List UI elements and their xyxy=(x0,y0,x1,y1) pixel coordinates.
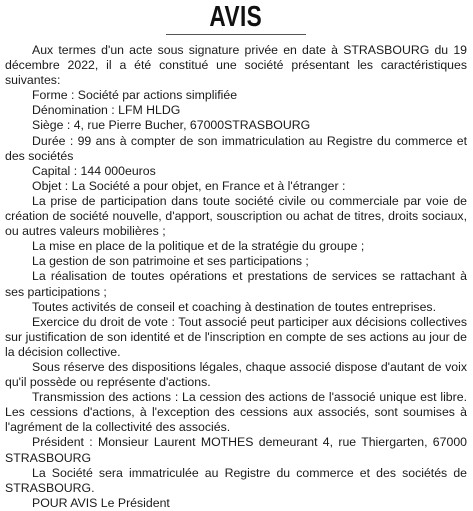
objet-line: Objet : La Société a pour objet, en France et à l'étranger : xyxy=(32,178,346,193)
capital-line: Capital : 144 000euros xyxy=(32,163,156,178)
voix-paragraph: Sous réserve des dispositions légales, chaque associé dispose d'autant de voix qu'il possède ou représente d'actions. xyxy=(5,359,467,390)
signature-line: POUR AVIS Le Président xyxy=(32,495,170,510)
objet-item-gestion: La gestion de son patrimoine et ses participations ; xyxy=(32,254,309,269)
intro-paragraph: Aux termes d'un acte sous signature privée en date à STRASBOURG du 19 décembre 2022, il a été constitué une société présentant les caractéristiques suivantes: xyxy=(5,43,467,88)
immatriculation-paragraph: La Société sera immatriculée au Registre du commerce et des sociétés de STRASBOURG. xyxy=(5,465,467,495)
notice-title: AVIS xyxy=(209,1,263,33)
objet-item-participation: La prise de participation dans toute société civile ou commerciale par voie de création de société nouvelle, d'apport, souscription ou achat de titres, droits sociaux, ou autres valeurs mobilières ; xyxy=(5,193,467,239)
denomination-line: Dénomination : LFM HLDG xyxy=(32,103,181,118)
siege-line: Siège : 4, rue Pierre Bucher, 67000STRASBOURG xyxy=(32,118,311,133)
president-paragraph: Président : Monsieur Laurent MOTHES demeurant 4, rue Thiergarten, 67000 STRASBOURG xyxy=(5,435,467,465)
objet-item-conseil: Toutes activités de conseil et coaching à destination de toutes entreprises. xyxy=(32,299,436,314)
title-underline xyxy=(166,34,306,35)
objet-item-prestations: La réalisation de toutes opérations et prestations de services se rattachant à ses participations ; xyxy=(5,269,467,299)
droit-de-vote-paragraph: Exercice du droit de vote : Tout associé peut participer aux décisions collectives sur justification de son identité et de l'inscription en compte de ses actions au jour de la décision collective. xyxy=(5,314,467,359)
forme-line: Forme : Société par actions simplifiée xyxy=(32,88,238,103)
transmission-paragraph: Transmission des actions : La cession des actions de l'associé unique est libre. Les cessions d'actions, à l'exception des cessions aux associés, sont soumises à l'agrément de la collectivité des associés. xyxy=(5,390,467,435)
title-block xyxy=(5,2,467,42)
notice-body xyxy=(5,43,467,511)
duree-line: Durée : 99 ans à compter de son immatriculation au Registre du commerce et des sociétés xyxy=(5,133,467,163)
objet-item-politique: La mise en place de la politique et de la stratégie du groupe ; xyxy=(32,239,365,254)
